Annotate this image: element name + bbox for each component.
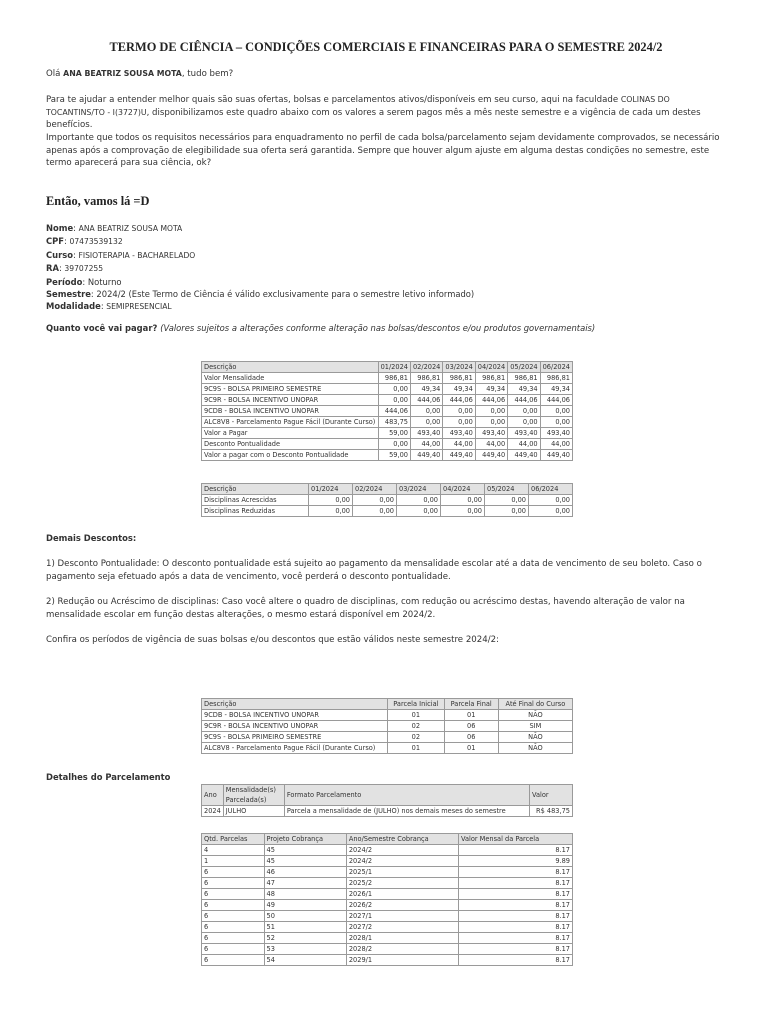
table-cell: 6	[202, 889, 265, 900]
other-discounts-title: Demais Descontos:	[46, 533, 137, 543]
table-cell: 06	[444, 732, 498, 743]
question-label: Quanto você vai pagar?	[46, 323, 158, 333]
table-cell: 49,34	[508, 384, 540, 395]
table-header-row	[202, 699, 573, 710]
column-header: Descrição	[202, 362, 379, 373]
table-cell: 493,40	[410, 428, 442, 439]
table-row	[202, 506, 573, 517]
table-cell: 02	[388, 721, 444, 732]
student-curso-row: Curso: FISIOTERAPIA - BACHARELADO	[46, 249, 196, 260]
table-cell: 449,40	[540, 450, 572, 461]
table-row	[202, 450, 573, 461]
installment-title: Detalhes do Parcelamento	[46, 772, 171, 782]
table-cell: 0,00	[540, 406, 572, 417]
table-cell: 49,34	[475, 384, 507, 395]
column-header: 04/2024	[441, 484, 485, 495]
table-cell: 53	[264, 944, 346, 955]
table-cell: 8.17	[458, 944, 572, 955]
table-cell: 8.17	[458, 900, 572, 911]
table-cell: 444,06	[508, 395, 540, 406]
table-cell: 0,00	[353, 506, 397, 517]
periodo-label: Período	[46, 276, 83, 287]
column-header: 04/2024	[475, 362, 507, 373]
table-cell: 986,81	[378, 373, 410, 384]
table-cell: 2028/2	[346, 944, 458, 955]
column-header: 01/2024	[309, 484, 353, 495]
table-cell: 444,06	[475, 395, 507, 406]
table-cell: 06	[444, 721, 498, 732]
table-cell: 0,00	[441, 495, 485, 506]
page-title: TERMO DE CIÊNCIA – CONDIÇÕES COMERCIAIS E FINANCEIRAS PARA O SEMESTRE 2024/2	[109, 40, 663, 54]
column-header: Valor Mensal da Parcela	[458, 834, 572, 845]
table-cell: 59,00	[378, 450, 410, 461]
table-cell: 0,00	[410, 406, 442, 417]
table-cell: 8.17	[458, 922, 572, 933]
column-header: 03/2024	[397, 484, 441, 495]
table-cell: 6	[202, 867, 265, 878]
modalidade-value: SEMIPRESENCIAL	[106, 302, 172, 312]
table-cell: 9C9S - BOLSA PRIMEIRO SEMESTRE	[202, 384, 379, 395]
table-cell: 986,81	[508, 373, 540, 384]
important-paragraph: Importante que todos os requisitos necessários para enquadramento no perfil de cada bolsa/parcelamento sejam devidamente comprovados, se necessário apenas após a comprovação de elegibilidade sua oferta será garantida. Sempre que houver algum ajuste em alguma destas condições no semestre, este termo aparecerá para sua ciência, ok?	[46, 133, 720, 169]
table-cell: 0,00	[378, 395, 410, 406]
cpf-value: 07473539132	[69, 237, 123, 247]
nome-value: ANA BEATRIZ SOUSA MOTA	[78, 224, 183, 233]
payment-question	[46, 323, 595, 333]
student-ra-row: RA: 39707255	[46, 263, 104, 274]
table-cell: Valor a Pagar	[202, 428, 379, 439]
table-cell: 8.17	[458, 933, 572, 944]
table-cell: 54	[264, 955, 346, 966]
discount-item-2: 2) Redução ou Acréscimo de disciplinas: Caso você altere o quadro de disciplinas, com redução ou acréscimo destas, havendo alteração de valor na mensalidade escolar em função destas alterações, o mesmo estará disponível em 2024/2.	[46, 597, 685, 620]
table-cell: Valor a pagar com o Desconto Pontualidade	[202, 450, 379, 461]
periodo-value: Noturno	[87, 276, 122, 287]
greeting-prefix: Olá	[46, 69, 61, 79]
table-cell: 59,00	[378, 428, 410, 439]
table-row	[202, 944, 573, 955]
table-cell: Desconto Pontualidade	[202, 439, 379, 450]
table-cell: 9C9R - BOLSA INCENTIVO UNOPAR	[202, 395, 379, 406]
table-cell: 44,00	[443, 439, 475, 450]
table-cell: 9CDB - BOLSA INCENTIVO UNOPAR	[202, 710, 388, 721]
table-cell: 0,00	[508, 417, 540, 428]
table-cell: 8.17	[458, 867, 572, 878]
table-cell: 9.89	[458, 856, 572, 867]
table-cell: NÃO	[498, 732, 572, 743]
column-header: Qtd. Parcelas	[202, 834, 265, 845]
table-cell: 0,00	[540, 417, 572, 428]
table-cell: 493,40	[508, 428, 540, 439]
table-cell: 0,00	[443, 417, 475, 428]
table-cell: 8.17	[458, 878, 572, 889]
table-cell: 986,81	[410, 373, 442, 384]
ra-label: RA	[46, 263, 59, 274]
table-cell: 0,00	[441, 506, 485, 517]
table-cell: 444,06	[378, 406, 410, 417]
table-cell: 0,00	[529, 495, 573, 506]
table-cell: 444,06	[540, 395, 572, 406]
table-cell: 45	[264, 856, 346, 867]
curso-label: Curso	[46, 249, 73, 260]
table-cell: 01	[388, 743, 444, 754]
column-header: Formato Parcelamento	[284, 785, 529, 806]
table-cell: 49,34	[540, 384, 572, 395]
table-cell: 0,00	[397, 495, 441, 506]
column-header: 06/2024	[529, 484, 573, 495]
table-row	[202, 373, 573, 384]
table-row	[202, 845, 573, 856]
validity-table	[201, 698, 573, 754]
table-cell: 44,00	[410, 439, 442, 450]
table-cell: 493,40	[540, 428, 572, 439]
column-header: Parcela Inicial	[388, 699, 444, 710]
table-cell: 2025/2	[346, 878, 458, 889]
column-header: Mensalidade(s) Parcelada(s)	[223, 785, 284, 806]
table-cell: 1	[202, 856, 265, 867]
table-cell: 986,81	[443, 373, 475, 384]
table-cell: 4	[202, 845, 265, 856]
column-header: Descrição	[202, 484, 309, 495]
table-cell: 986,81	[475, 373, 507, 384]
table-cell: Disciplinas Reduzidas	[202, 506, 309, 517]
student-semestre-row: Semestre: 2024/2 (Este Termo de Ciência é válido exclusivamente para o semestre letivo informado)	[46, 289, 475, 300]
column-header: Valor	[529, 785, 572, 806]
table-cell: 52	[264, 933, 346, 944]
table-cell: 44,00	[508, 439, 540, 450]
table-cell: 0,00	[443, 406, 475, 417]
curso-value: FISIOTERAPIA - BACHARELADO	[78, 250, 196, 260]
table-cell: 49,34	[443, 384, 475, 395]
table-cell: 449,40	[443, 450, 475, 461]
table-cell: 01	[388, 710, 444, 721]
table-cell: 51	[264, 922, 346, 933]
table-cell: 49,34	[410, 384, 442, 395]
table-cell: 483,75	[378, 417, 410, 428]
table-cell: 8.17	[458, 911, 572, 922]
installment-table	[201, 784, 573, 817]
table-row	[202, 384, 573, 395]
table-cell: 0,00	[485, 495, 529, 506]
intro-pre: Para te ajudar a entender melhor quais são suas ofertas, bolsas e parcelamentos ativos/disponíveis em seu curso, aqui na faculdade	[46, 95, 619, 105]
table-cell: 6	[202, 911, 265, 922]
table-row	[202, 955, 573, 966]
discount-item-1: 1) Desconto Pontualidade: O desconto pontualidade está sujeito ao pagamento da mensalidade escolar até a data de vencimento de seu boleto. Caso o pagamento seja efetuado após a data de vencimento, você perderá o desconto pontualidade.	[46, 559, 702, 582]
table-row	[202, 806, 573, 817]
table-cell: 46	[264, 867, 346, 878]
table-header-row	[202, 785, 573, 806]
column-header: 02/2024	[410, 362, 442, 373]
collection-table	[201, 833, 573, 966]
table-cell: 44,00	[475, 439, 507, 450]
table-cell: Disciplinas Acrescidas	[202, 495, 309, 506]
table-cell: 2026/2	[346, 900, 458, 911]
table-cell: 49	[264, 900, 346, 911]
table-cell: SIM	[498, 721, 572, 732]
table-row	[202, 743, 573, 754]
table-row	[202, 721, 573, 732]
modalidade-label: Modalidade	[46, 301, 101, 312]
table-cell: 9C9S - BOLSA PRIMEIRO SEMESTRE	[202, 732, 388, 743]
column-header: Descrição	[202, 699, 388, 710]
table-cell: 6	[202, 933, 265, 944]
table-cell: 44,00	[540, 439, 572, 450]
student-periodo-row: Período: Noturno	[46, 276, 122, 287]
table-cell: 8.17	[458, 955, 572, 966]
table-cell: R$ 483,75	[529, 806, 572, 817]
table-row	[202, 889, 573, 900]
table-cell: 0,00	[508, 406, 540, 417]
table-cell: 2027/1	[346, 911, 458, 922]
table-cell: 9CDB - BOLSA INCENTIVO UNOPAR	[202, 406, 379, 417]
greeting-name: ANA BEATRIZ SOUSA MOTA	[63, 69, 182, 78]
table-header-row	[202, 484, 573, 495]
semestre-label: Semestre	[46, 289, 91, 300]
column-header: Ano/Semestre Cobrança	[346, 834, 458, 845]
question-note: (Valores sujeitos a alterações conforme alteração nas bolsas/descontos e/ou produtos governamentais)	[160, 323, 596, 333]
intro-post: , disponibilizamos este quadro abaixo com os valores a serem pagos mês a mês neste semestre e a vigência de cada um destes benefícios.	[46, 107, 701, 131]
table-row	[202, 732, 573, 743]
table-cell: 493,40	[443, 428, 475, 439]
column-header: 05/2024	[485, 484, 529, 495]
column-header: 05/2024	[508, 362, 540, 373]
table-cell: 8.17	[458, 889, 572, 900]
table-header-row	[202, 834, 573, 845]
table-row	[202, 933, 573, 944]
table-cell: 6	[202, 922, 265, 933]
column-header: Até Final do Curso	[498, 699, 572, 710]
table-cell: 9C9R - BOLSA INCENTIVO UNOPAR	[202, 721, 388, 732]
table-cell: 449,40	[410, 450, 442, 461]
table-cell: 2024	[202, 806, 224, 817]
table-cell: 8.17	[458, 845, 572, 856]
table-row	[202, 710, 573, 721]
table-cell: 01	[444, 710, 498, 721]
column-header: Projeto Cobrança	[264, 834, 346, 845]
table-row	[202, 428, 573, 439]
column-header: Parcela Final	[444, 699, 498, 710]
table-cell: 6	[202, 878, 265, 889]
table-cell: JULHO	[223, 806, 284, 817]
table-cell: 6	[202, 900, 265, 911]
table-cell: 2026/1	[346, 889, 458, 900]
table-cell: 01	[444, 743, 498, 754]
cpf-label: CPF	[46, 236, 65, 247]
table-row	[202, 856, 573, 867]
column-header: 06/2024	[540, 362, 572, 373]
nome-label: Nome	[46, 223, 74, 233]
column-header: Ano	[202, 785, 224, 806]
table-cell: 0,00	[378, 439, 410, 450]
table-cell: 2024/2	[346, 856, 458, 867]
table-cell: 2028/1	[346, 933, 458, 944]
table-cell: 47	[264, 878, 346, 889]
table-cell: 0,00	[475, 406, 507, 417]
table-row	[202, 417, 573, 428]
table-cell: 0,00	[309, 495, 353, 506]
table-cell: 0,00	[378, 384, 410, 395]
table-cell: 0,00	[410, 417, 442, 428]
table-cell: 6	[202, 955, 265, 966]
student-info	[46, 222, 474, 314]
table-cell: 0,00	[529, 506, 573, 517]
table-cell: 0,00	[397, 506, 441, 517]
table-cell: 444,06	[443, 395, 475, 406]
table-cell: 02	[388, 732, 444, 743]
table-cell: 45	[264, 845, 346, 856]
table-cell: 2029/1	[346, 955, 458, 966]
section-heading: Então, vamos lá =D	[46, 194, 150, 208]
table-row	[202, 922, 573, 933]
table-cell: 449,40	[475, 450, 507, 461]
ra-value: 39707255	[64, 264, 104, 274]
table-cell: Parcela a mensalidade de (JULHO) nos demais meses do semestre	[284, 806, 529, 817]
table-row	[202, 406, 573, 417]
table-cell: ALC8V8 - Parcelamento Pague Fácil (Durante Curso)	[202, 743, 388, 754]
disciplines-table	[201, 483, 573, 517]
table-cell: 0,00	[309, 506, 353, 517]
table-cell: 0,00	[475, 417, 507, 428]
table-row	[202, 878, 573, 889]
table-cell: NÃO	[498, 743, 572, 754]
table-cell: 2025/1	[346, 867, 458, 878]
table-cell: 6	[202, 944, 265, 955]
greeting-suffix: , tudo bem?	[181, 69, 234, 79]
student-name-row: Nome: ANA BEATRIZ SOUSA MOTA	[46, 223, 183, 233]
table-cell: 2027/2	[346, 922, 458, 933]
column-header: 03/2024	[443, 362, 475, 373]
table-row	[202, 911, 573, 922]
table-cell: 0,00	[353, 495, 397, 506]
table-cell: NÃO	[498, 710, 572, 721]
intro-paragraph	[46, 94, 726, 132]
table-cell: 449,40	[508, 450, 540, 461]
table-row	[202, 867, 573, 878]
student-modalidade-row: Modalidade: SEMIPRESENCIAL	[46, 301, 172, 312]
table-cell: 444,06	[410, 395, 442, 406]
table-row	[202, 900, 573, 911]
table-header-row	[202, 362, 573, 373]
student-cpf-row: CPF: 07473539132	[46, 236, 123, 247]
table-cell: 48	[264, 889, 346, 900]
table-row	[202, 439, 573, 450]
column-header: 02/2024	[353, 484, 397, 495]
table-cell: 986,81	[540, 373, 572, 384]
column-header: 01/2024	[378, 362, 410, 373]
intro-school: COLINAS DO TOCANTINS/TO - I(3727)U	[46, 95, 670, 117]
payments-table	[201, 361, 573, 461]
table-cell: 50	[264, 911, 346, 922]
validity-intro: Confira os períodos de vigência de suas bolsas e/ou descontos que estão válidos neste semestre 2024/2:	[46, 635, 499, 645]
semestre-value: 2024/2 (Este Termo de Ciência é válido exclusivamente para o semestre letivo informado)	[96, 289, 475, 300]
greeting	[46, 68, 726, 81]
table-cell: 2024/2	[346, 845, 458, 856]
table-row	[202, 495, 573, 506]
table-cell: 0,00	[485, 506, 529, 517]
table-row	[202, 395, 573, 406]
table-cell: 493,40	[475, 428, 507, 439]
table-cell: Valor Mensalidade	[202, 373, 379, 384]
table-cell: ALC8V8 - Parcelamento Pague Fácil (Durante Curso)	[202, 417, 379, 428]
